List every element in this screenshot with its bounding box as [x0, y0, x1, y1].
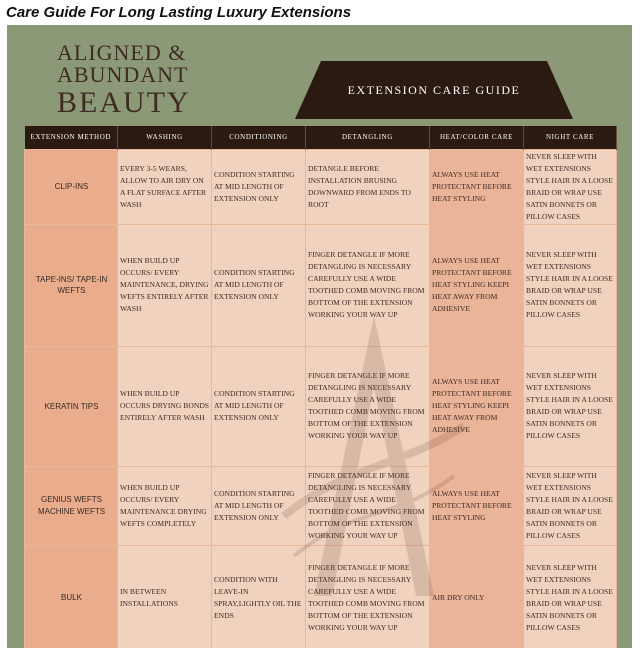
- care-guide-card: [7, 25, 632, 648]
- washing-cell: WHEN BUILD UP OCCURS DRYING BONDS ENTIRELY AFTER WASH: [118, 346, 212, 466]
- brand-line-2: ABUNDANT: [57, 62, 189, 87]
- header-night-care: NIGHT CARE: [524, 126, 617, 150]
- page-title: Care Guide For Long Lasting Luxury Extensions: [6, 4, 352, 21]
- night-cell: NEVER SLEEP WITH WET EXTENSIONS STYLE HAIR IN A LOOSE BRAID OR WRAP USE SATIN BONNETS OR PILLOW CASES: [524, 224, 617, 346]
- heat-cell: ALWAYS USE HEAT PROTECTANT BEFORE HEAT STYLING KEEPI HEAT AWAY FROM ADHESIVE: [430, 346, 524, 466]
- washing-cell: EVERY 3-5 WEARS, ALLOW TO AIR DRY ON A FLAT SURFACE AFTER WASH: [118, 150, 212, 225]
- table-row: [25, 466, 617, 545]
- detangling-cell: FINGER DETANGLE IF MORE DETANGLING IS NECESSARY CAREFULLY USE A WIDE TOOTHED COMB MOVING FROM BOTTOM OF THE EXTENSION WORKING YOUR WAY UP: [306, 346, 430, 466]
- detangling-cell: FINGER DETANGLE IF MORE DETANGLING IS NECESSARY CAREFULLY USE A WIDE TOOTHED COMB MOVING FROM BOTTOM OF THE EXTENSION WORKING YOUR WAY UP: [306, 224, 430, 346]
- conditioning-cell: CONDITION STARTING AT MID LENGTH OF EXTENSION ONLY: [212, 466, 306, 545]
- conditioning-cell: CONDITION STARTING AT MID LENGTH OF EXTENSION ONLY: [212, 150, 306, 225]
- method-cell: KERATIN TIPS: [25, 346, 118, 466]
- night-cell: NEVER SLEEP WITH WET EXTENSIONS STYLE HAIR IN A LOOSE BRAID OR WRAP USE SATIN BONNETS OR PILLOW CASES: [524, 466, 617, 545]
- heat-cell: ALWAYS USE HEAT PROTECTANT BEFORE HEAT STYLING: [430, 466, 524, 545]
- header-detangling: DETANGLING: [306, 126, 430, 150]
- night-cell: NEVER SLEEP WITH WET EXTENSIONS STYLE HAIR IN A LOOSE BRAID OR WRAP USE SATIN BONNETS OR PILLOW CASES: [524, 150, 617, 225]
- detangling-cell: FINGER DETANGLE IF MORE DETANGLING IS NECESSARY CAREFULLY USE A WIDE TOOTHED COMB MOVING FROM BOTTOM OF THE EXTENSION WORKING YOUR WAY UP: [306, 466, 430, 545]
- heat-cell: AIR DRY ONLY: [430, 545, 524, 648]
- header-heat-color-care: HEAT/COLOR CARE: [430, 126, 524, 150]
- banner-title: EXTENSION CARE GUIDE: [347, 83, 521, 97]
- washing-cell: IN BETWEEN INSTALLATIONS: [118, 545, 212, 648]
- method-cell: GENIUS WEFTS MACHINE WEFTS: [25, 466, 118, 545]
- title-banner: [295, 61, 573, 119]
- method-cell: CLIP-INS: [25, 150, 118, 225]
- method-cell: TAPE-INS/ TAPE-IN WEFTS: [25, 224, 118, 346]
- brand-logo: [57, 42, 217, 118]
- table-row: [25, 545, 617, 648]
- method-cell: BULK: [25, 545, 118, 648]
- table-row: [25, 150, 617, 225]
- heat-cell: ALWAYS USE HEAT PROTECTANT BEFORE HEAT STYLING KEEPI HEAT AWAY FROM ADHESIVE: [430, 224, 524, 346]
- header-washing: WASHING: [118, 126, 212, 150]
- care-table: [24, 126, 617, 648]
- washing-cell: WHEN BUILD UP OCCURS/ EVERY MAINTENANCE, DRYING WEFTS ENTIRELY AFTER WASH: [118, 224, 212, 346]
- detangling-cell: DETANGLE BEFORE INSTALLATION BRUSING DOWNWARD FROM ENDS TO ROOT: [306, 150, 430, 225]
- night-cell: NEVER SLEEP WITH WET EXTENSIONS STYLE HAIR IN A LOOSE BRAID OR WRAP USE SATIN BONNETS OR PILLOW CASES: [524, 545, 617, 648]
- care-table-wrapper: [24, 126, 616, 635]
- conditioning-cell: CONDITION WITH LEAVE-IN SPRAY,LIGHTLY OIL THE ENDS: [212, 545, 306, 648]
- washing-cell: WHEN BUILD UP OCCURS/ EVERY MAINTENANCE DRYING WEFTS COMPLETELY: [118, 466, 212, 545]
- conditioning-cell: CONDITION STARTING AT MID LENGTH OF EXTENSION ONLY: [212, 224, 306, 346]
- header-extension-method: EXTENSION METHOD: [25, 126, 118, 150]
- table-row: [25, 224, 617, 346]
- detangling-cell: FINGER DETANGLE IF MORE DETANGLING IS NECESSARY CAREFULLY USE A WIDE TOOTHED COMB MOVING FROM BOTTOM OF THE EXTENSION WORKING YOUR WAY UP: [306, 545, 430, 648]
- conditioning-cell: CONDITION STARTING AT MID LENGTH OF EXTENSION ONLY: [212, 346, 306, 466]
- night-cell: NEVER SLEEP WITH WET EXTENSIONS STYLE HAIR IN A LOOSE BRAID OR WRAP USE SATIN BONNETS OR PILLOW CASES: [524, 346, 617, 466]
- brand-line-1: ALIGNED &: [57, 40, 187, 65]
- table-header-row: [25, 126, 617, 150]
- brand-line-3: BEAUTY: [57, 86, 191, 119]
- table-row: [25, 346, 617, 466]
- header-conditioning: CONDITIONING: [212, 126, 306, 150]
- heat-cell: ALWAYS USE HEAT PROTECTANT BEFORE HEAT STYLING: [430, 150, 524, 225]
